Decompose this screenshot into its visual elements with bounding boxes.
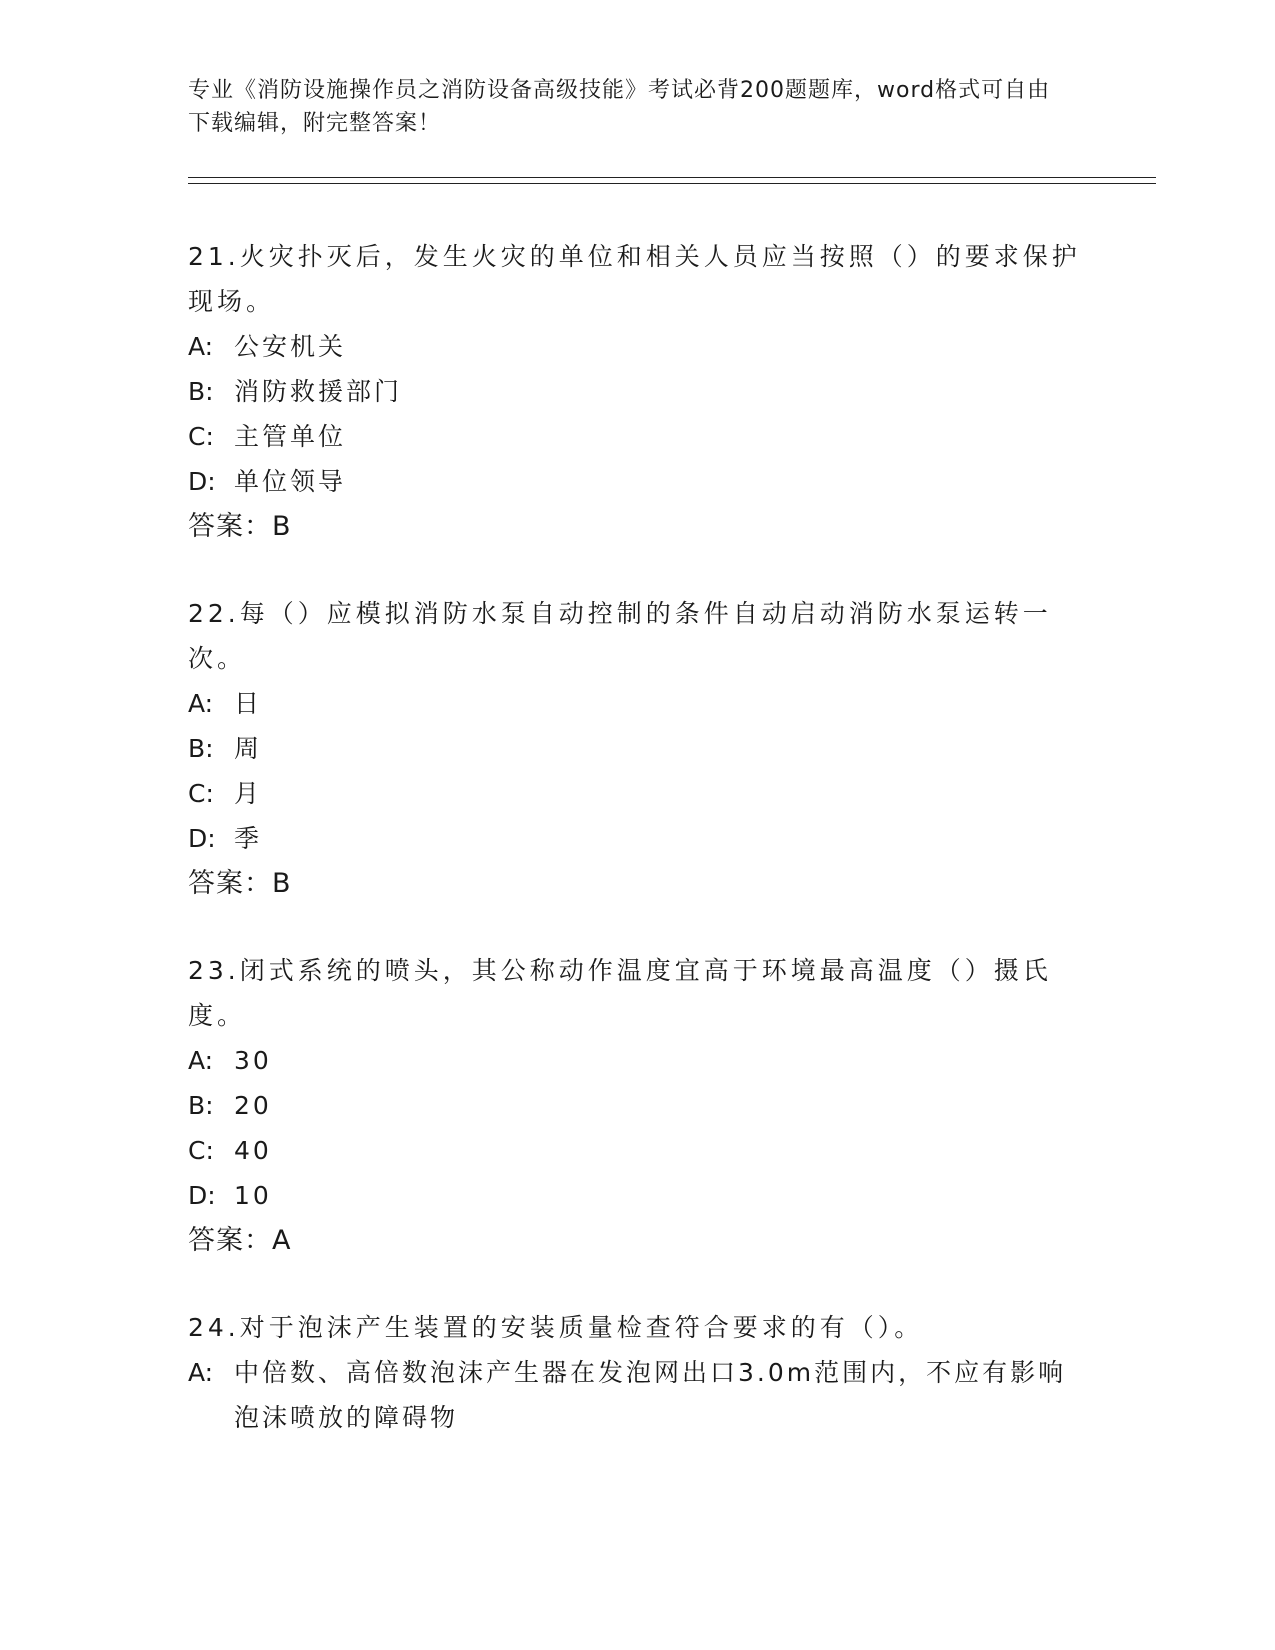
option-text: 月 [234, 779, 263, 808]
option-a [188, 681, 1088, 726]
question-stem: 23.闭式系统的喷头，其公称动作温度宜高于环境最高温度（）摄氏度。 [188, 956, 1052, 1030]
option-d [188, 459, 1088, 504]
answer-line: 答案：B [188, 511, 292, 542]
option-a [188, 1038, 1088, 1083]
option-letter: B: [188, 1091, 214, 1120]
option-text: 消防救援部门 [234, 377, 403, 406]
option-b [188, 369, 1088, 414]
option-a [188, 324, 1088, 369]
option-d [188, 816, 1088, 861]
option-letter: C: [188, 779, 214, 808]
option-text: 周 [234, 734, 263, 763]
option-c [188, 1128, 1088, 1173]
option-b [188, 1083, 1088, 1128]
option-letter: C: [188, 1136, 214, 1165]
answer-line: 答案：A [188, 1225, 292, 1256]
option-c [188, 771, 1088, 816]
option-letter: B: [188, 734, 214, 763]
option-letter: A: [188, 332, 214, 361]
option-text: 主管单位 [234, 422, 347, 451]
header-divider-top [188, 177, 1156, 178]
option-letter: A: [188, 1046, 214, 1075]
option-text: 日 [234, 689, 263, 718]
document-header: 专业《消防设施操作员之消防设备高级技能》考试必背200题题库，word格式可自由下载编辑，附完整答案！ [188, 78, 1051, 136]
question-22 [188, 591, 1088, 906]
option-c [188, 414, 1088, 459]
header-divider-bottom [188, 183, 1156, 184]
option-letter: D: [188, 467, 216, 496]
option-d [188, 1173, 1088, 1218]
option-letter: B: [188, 377, 214, 406]
option-text: 中倍数、高倍数泡沫产生器在发泡网出口3.0m范围内，不应有影响泡沫喷放的障碍物 [234, 1358, 1067, 1432]
option-text: 40 [234, 1136, 272, 1165]
question-list [188, 234, 1088, 1482]
option-text: 季 [234, 824, 263, 853]
option-letter: D: [188, 824, 216, 853]
option-b [188, 726, 1088, 771]
option-text: 20 [234, 1091, 272, 1120]
question-stem: 22.每（）应模拟消防水泵自动控制的条件自动启动消防水泵运转一次。 [188, 599, 1052, 673]
option-text: 单位领导 [234, 467, 347, 496]
question-stem: 21.火灾扑灭后，发生火灾的单位和相关人员应当按照（）的要求保护现场。 [188, 242, 1081, 316]
question-23 [188, 948, 1088, 1263]
answer-line: 答案：B [188, 868, 292, 899]
option-text: 公安机关 [234, 332, 347, 361]
question-stem: 24.对于泡沫产生装置的安装质量检查符合要求的有（）。 [188, 1313, 924, 1342]
option-letter: D: [188, 1181, 216, 1210]
option-text: 30 [234, 1046, 272, 1075]
question-24 [188, 1305, 1088, 1440]
option-letter: C: [188, 422, 214, 451]
option-text: 10 [234, 1181, 272, 1210]
option-letter: A: [188, 689, 214, 718]
question-21 [188, 234, 1088, 549]
option-letter: A: [188, 1358, 214, 1387]
option-a [188, 1350, 1088, 1440]
